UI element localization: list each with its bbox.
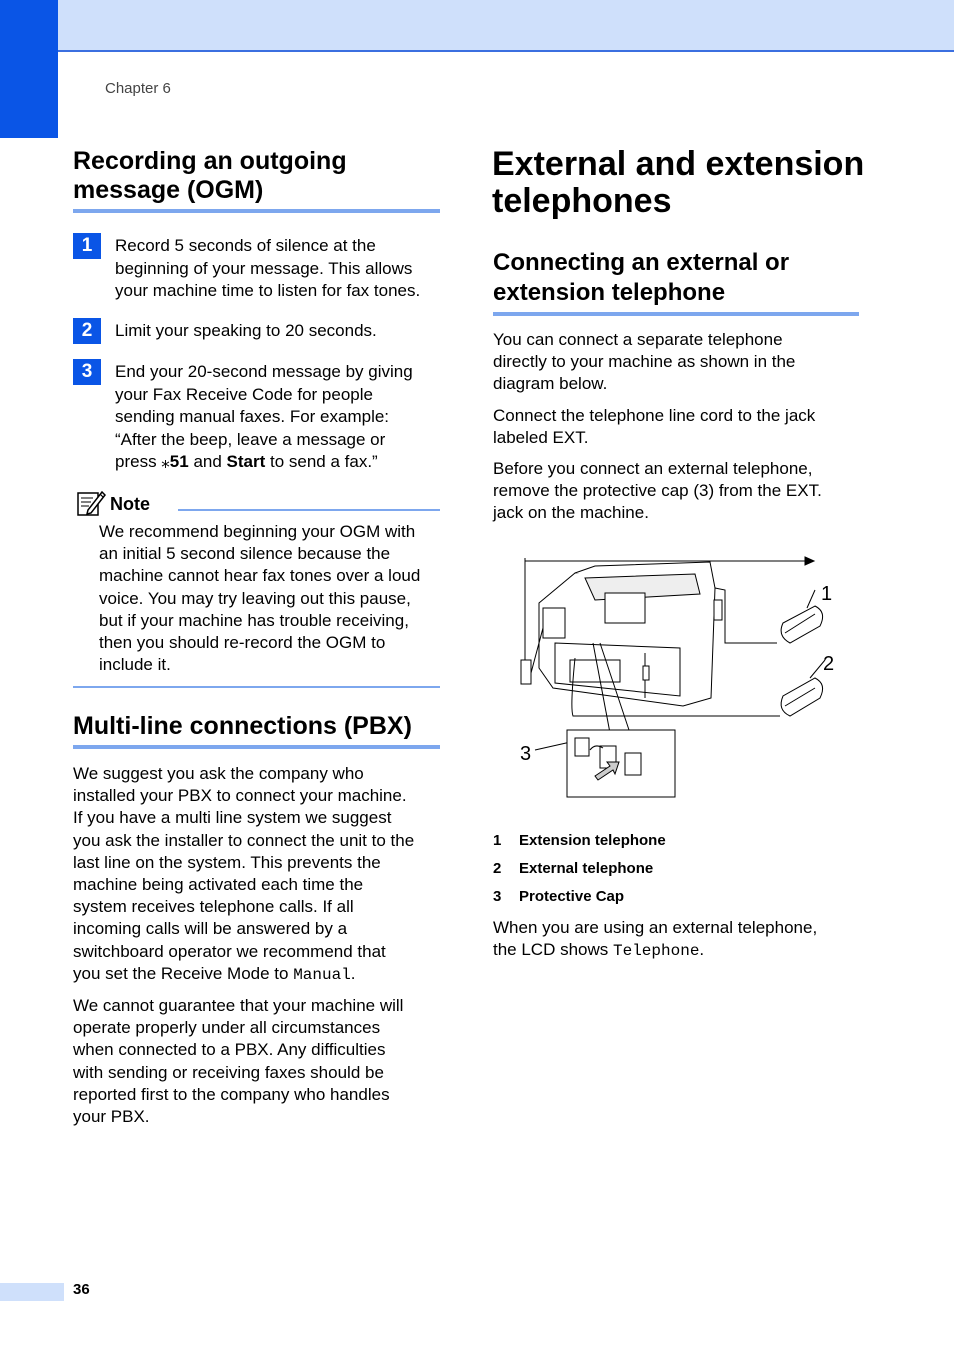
right-paragraph-3 — [493, 458, 863, 525]
external-telephones-heading — [492, 146, 864, 220]
heading-line: External and extension — [492, 145, 865, 183]
ogm-heading-rule — [73, 209, 440, 213]
pbx-heading: Multi-line connections (PBX) — [73, 712, 412, 740]
legend-item-2 — [493, 860, 653, 877]
diagram-label-2: 2 — [823, 653, 835, 675]
step-3-line-last: press ⁎51 and Start to send a fax.” — [115, 452, 378, 471]
legend-item-3 — [493, 888, 624, 905]
header-band — [0, 0, 954, 52]
right-p3-line: remove the protective cap (3) from the EXT. — [493, 481, 822, 501]
step-1-line: Record 5 seconds of silence at the — [115, 236, 376, 255]
ogm-heading — [73, 147, 347, 205]
telephone-connection-diagram — [515, 548, 835, 808]
step-1-text — [115, 235, 445, 303]
receive-mode-value: Manual — [293, 965, 351, 984]
step-2-line: Limit your speaking to 20 seconds. — [115, 321, 377, 340]
legend-text: Protective Cap — [519, 888, 625, 905]
page-number-tab — [0, 1283, 64, 1301]
pbx-p1-line: you ask the installer to connect the unit to the — [73, 830, 415, 850]
star-key-symbol: ⁎ — [161, 452, 170, 471]
step-1-badge: 1 — [73, 233, 101, 259]
right-paragraph-1 — [493, 329, 863, 396]
diagram-label-1: 1 — [821, 583, 833, 605]
chapter-tab — [0, 0, 58, 138]
lcd-telephone-text: Telephone — [613, 942, 700, 961]
pbx-heading-rule — [73, 745, 440, 749]
legend-num: 2 — [493, 860, 502, 877]
note-line: then you should re-record the OGM to — [99, 633, 386, 653]
chapter-label: Chapter 6 — [105, 80, 171, 97]
step-3-text — [115, 361, 445, 474]
pbx-p1-line: incoming calls will be answered by a — [73, 919, 348, 939]
right-p1-line: diagram below. — [493, 374, 608, 394]
step-3-line: your Fax Receive Code for people — [115, 384, 373, 404]
pbx-p1-line: system receives telephone calls. If all — [73, 897, 354, 917]
legend-num: 1 — [493, 832, 502, 849]
note-pencil-icon — [76, 488, 106, 518]
diagram-label-3: 3 — [520, 743, 532, 765]
subheading-line: extension telephone — [493, 279, 726, 306]
right-p2-line: labeled EXT. — [493, 428, 589, 448]
ogm-heading-line-1: Recording an outgoing — [73, 147, 347, 175]
pbx-p1-line-last: you set the Receive Mode to Manual. — [73, 963, 356, 984]
note-top-rule — [178, 509, 440, 511]
note-line: We recommend beginning your OGM with — [99, 522, 416, 541]
heading-line: telephones — [492, 182, 672, 220]
pbx-p2-line: your PBX. — [73, 1107, 150, 1127]
start-key-label: Start — [226, 452, 266, 471]
pbx-p2-line: reported first to the company who handles — [73, 1084, 390, 1104]
right-paragraph-4 — [493, 917, 863, 962]
pbx-p1-line: switchboard operator we recommend that — [73, 941, 386, 961]
pbx-p1-line: machine being activated each time the — [73, 875, 364, 895]
legend-item-1 — [493, 832, 666, 849]
step-3-line: sending manual faxes. For example: — [115, 407, 390, 426]
note-line: voice. You may try leaving out this pause, — [99, 588, 411, 608]
right-paragraph-2 — [493, 405, 863, 449]
pbx-p2-line: We cannot guarantee that your machine will — [73, 996, 404, 1015]
right-p1-line: directly to your machine as shown in the — [493, 352, 796, 372]
legend-text: External telephone — [519, 860, 654, 877]
note-line: an initial 5 second silence because the — [99, 544, 391, 564]
legend-num: 3 — [493, 888, 502, 905]
step-3-line: End your 20-second message by giving — [115, 362, 413, 381]
pbx-paragraph-1 — [73, 763, 443, 986]
right-p2-line: Connect the telephone line cord to the jack — [493, 406, 816, 425]
subheading-line: Connecting an external or — [493, 249, 790, 276]
pbx-paragraph-2 — [73, 995, 443, 1128]
step-2-text — [115, 320, 445, 343]
connecting-heading — [493, 248, 789, 308]
step-1-line: beginning of your message. This allows — [115, 258, 413, 278]
pbx-p2-line: when connected to a PBX. Any difficulties — [73, 1040, 386, 1060]
note-body — [99, 521, 444, 676]
note-bottom-rule — [73, 686, 440, 688]
ogm-heading-line-2: message (OGM) — [73, 176, 264, 204]
step-1-line: your machine time to listen for fax tones. — [115, 281, 421, 300]
pbx-p1-line: If you have a multi line system we suggest — [73, 808, 392, 828]
step-3-line: “After the beep, leave a message or — [115, 429, 386, 449]
pbx-p1-line: last line on the system. This prevents the — [73, 852, 381, 872]
note-line: but if your machine has trouble receiving, — [99, 610, 409, 630]
note-title: Note — [110, 494, 150, 514]
page-number: 36 — [73, 1281, 90, 1298]
pbx-p1-line: installed your PBX to connect your machine. — [73, 786, 407, 806]
pbx-p2-line: operate properly under all circumstances — [73, 1018, 381, 1038]
right-p3-line: Before you connect an external telephone, — [493, 459, 813, 478]
step-2-badge: 2 — [73, 318, 101, 344]
note-line: include it. — [99, 655, 171, 675]
right-p4-line: When you are using an external telephone, — [493, 918, 818, 937]
right-p4-line-last: the LCD shows Telephone. — [493, 940, 705, 961]
legend-text: Extension telephone — [519, 832, 666, 849]
pbx-p2-line: with sending or receiving faxes should be — [73, 1062, 384, 1082]
note-line: machine cannot hear fax tones over a loud — [99, 566, 421, 586]
right-p1-line: You can connect a separate telephone — [493, 330, 783, 349]
step-3-badge: 3 — [73, 359, 101, 385]
connecting-heading-rule — [493, 312, 859, 316]
pbx-p1-line: We suggest you ask the company who — [73, 764, 364, 783]
right-p3-line: jack on the machine. — [493, 503, 649, 523]
